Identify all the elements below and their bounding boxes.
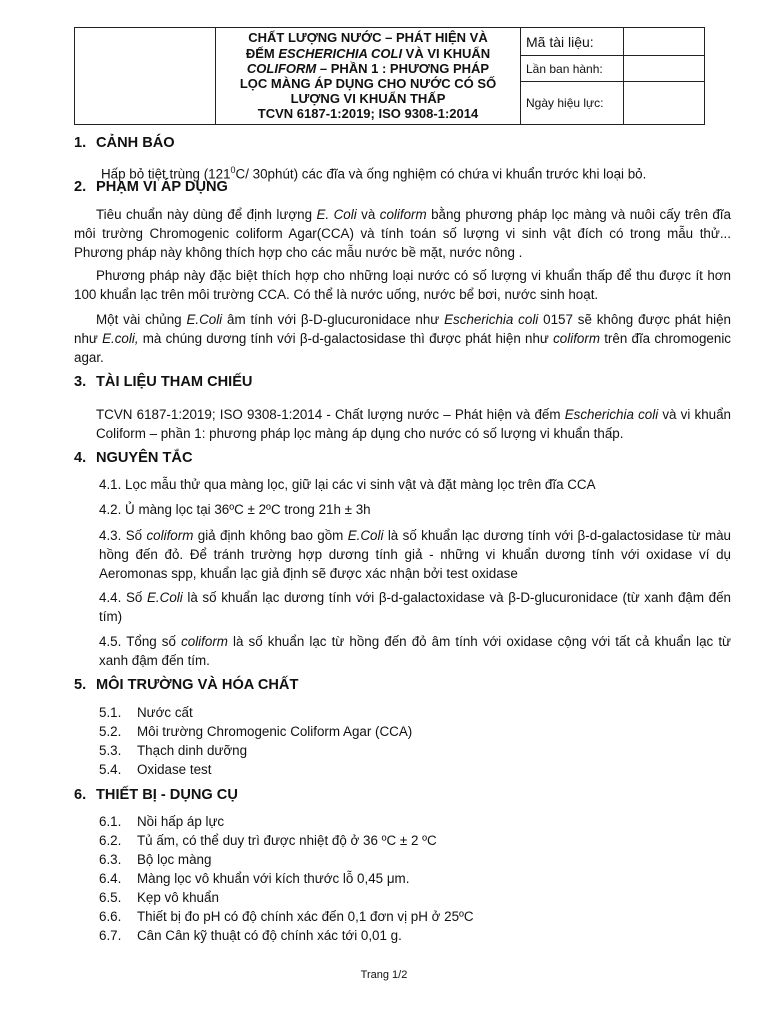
- doc-code-value: [624, 28, 705, 56]
- document-header-table: [74, 27, 705, 125]
- list-item: 5.1. Nước cất: [99, 705, 193, 720]
- document-title: [216, 28, 521, 125]
- warning-text: Hấp bỏ tiệt trùng ($121^0C/$ 30phút) các đĩa và ống nghiệm có chứa vi khuẩn trước khi loại bỏ.: [101, 165, 647, 182]
- effective-date-value: [624, 82, 705, 125]
- section-heading-warning: 1. CẢNH BÁO: [74, 135, 175, 151]
- section-heading-equipment: 6. THIẾT BỊ - DỤNG CỤ: [74, 787, 238, 803]
- list-item: 5.2. Môi trường Chromogenic Coliform Agar (CCA): [99, 724, 413, 739]
- logo-cell: [75, 28, 216, 125]
- scope-paragraph-1: Tiêu chuẩn này dùng để định lượng E. Coli và coliform bằng phương pháp lọc màng và nuôi cấy trên đĩa môi trường Chromogenic coliform Agar(CCA) và tính toán số lượng vi sinh vật đích có trong mẫu thử... Phương pháp này không thích hợp cho các mẫu nước bề mặt, nước nông .: [74, 207, 731, 260]
- issue-label: Lần ban hành:: [521, 56, 624, 82]
- section-heading-principle: 4. NGUYÊN TẮC: [74, 450, 193, 466]
- effective-date-label: Ngày hiệu lực:: [521, 82, 624, 125]
- list-item: 5.3. Thạch dinh dưỡng: [99, 743, 248, 758]
- title-line: CHẤT LƯỢNG NƯỚC – PHÁT HIỆN VÀ: [248, 30, 488, 46]
- doc-code-label: Mã tài liệu:: [521, 28, 624, 56]
- title-line: – PHẦN 1 : PHƯƠNG PHÁP: [316, 60, 490, 76]
- title-line: VÀ VI KHUẨN: [402, 45, 491, 61]
- section-heading-media: 5. MÔI TRƯỜNG VÀ HÓA CHẤT: [74, 677, 299, 693]
- title-line: ESCHERICHIA COLI: [278, 45, 403, 61]
- scope-paragraph-3: Một vài chủng E.Coli âm tính với β-D-glucuronidace như Escherichia coli 0157 sẽ không được phát hiện như E.coli, mà chúng dương tính với β-d-galactosidase thì được phát hiện như coliform trên đĩa chromogenic agar.: [74, 312, 731, 365]
- title-line: LỌC MÀNG ÁP DỤNG CHO NƯỚC CÓ SỐ: [239, 76, 497, 91]
- list-item: 6.1. Nồi hấp áp lực: [99, 814, 225, 829]
- reference-text: TCVN 6187-1:2019; ISO 9308-1:2014 - Chất lượng nước – Phát hiện và đếm Escherichia coli và vi khuẩn Coliform – phần 1: phương pháp lọc màng áp dụng cho nước có số lượng vi khuẩn thấp.: [96, 407, 731, 441]
- title-standard-code: TCVN 6187-1:2019; ISO 9308-1:2014: [257, 106, 479, 122]
- list-item: 6.7. Cân Cân kỹ thuật có độ chính xác tới 0,01 g.: [99, 928, 402, 943]
- principle-item-4-5: 4.5. Tổng số coliform là số khuẩn lạc từ hồng đến đỏ âm tính với oxidase cộng với tất cả khuẩn lạc từ xanh đậm đến tím.: [99, 634, 732, 668]
- principle-item-4-2: 4.2. Ủ màng lọc tại 36ºC ± 2ºC trong 21h ± 3h: [99, 502, 371, 517]
- scope-paragraph-2: Phương pháp này đặc biệt thích hợp cho những loại nước có số lượng vi khuẩn thấp để thu được ít hơn 100 khuẩn lạc trên môi trường CCA. Có thể là nước uống, nước bể bơi, nước sinh hoạt.: [74, 268, 731, 302]
- list-item: 5.4. Oxidase test: [99, 762, 212, 777]
- issue-value: [624, 56, 705, 82]
- title-line: LƯỢNG VI KHUẨN THẤP: [290, 91, 446, 107]
- title-line: ĐẾM: [245, 45, 279, 61]
- list-item: 6.3. Bộ lọc màng: [99, 852, 212, 867]
- list-item: 6.5. Kẹp vô khuẩn: [99, 890, 219, 905]
- principle-item-4-3: 4.3. Số coliform giả định không bao gồm E.Coli là số khuẩn lạc dương tính với β-d-galactosidase từ màu hồng đến đỏ. Để tránh trường hợp dương tính giả - những vi khuẩn dương tính với oxidase ví dụ Aeromonas spp, khuẩn lạc giả định sẽ được xác nhận bởi test oxidase: [99, 528, 731, 581]
- principle-item-4-1: 4.1. Lọc mẫu thử qua màng lọc, giữ lại các vi sinh vật và đặt màng lọc trên đĩa CCA: [99, 477, 596, 492]
- page-number: Trang 1/2: [360, 969, 408, 981]
- list-item: 6.2. Tủ ấm, có thể duy trì được nhiệt độ ở 36 ºC ± 2 ºC: [99, 833, 437, 848]
- list-item: 6.4. Màng lọc vô khuẩn với kích thước lỗ 0,45 μm.: [99, 871, 410, 886]
- title-line: COLIFORM: [246, 60, 317, 76]
- list-item: 6.6. Thiết bị đo pH có độ chính xác đến 0,1 đơn vị pH ở 25ºC: [99, 909, 474, 924]
- section-heading-scope: 2. PHẠM VI ÁP DỤNG: [74, 179, 228, 195]
- section-heading-references: 3. TÀI LIỆU THAM CHIẾU: [74, 374, 253, 390]
- principle-item-4-4: 4.4. Số E.Coli là số khuẩn lạc dương tính với β-d-galactoxidase và β-D-glucuronidace (từ xanh đậm đến tím): [99, 590, 732, 624]
